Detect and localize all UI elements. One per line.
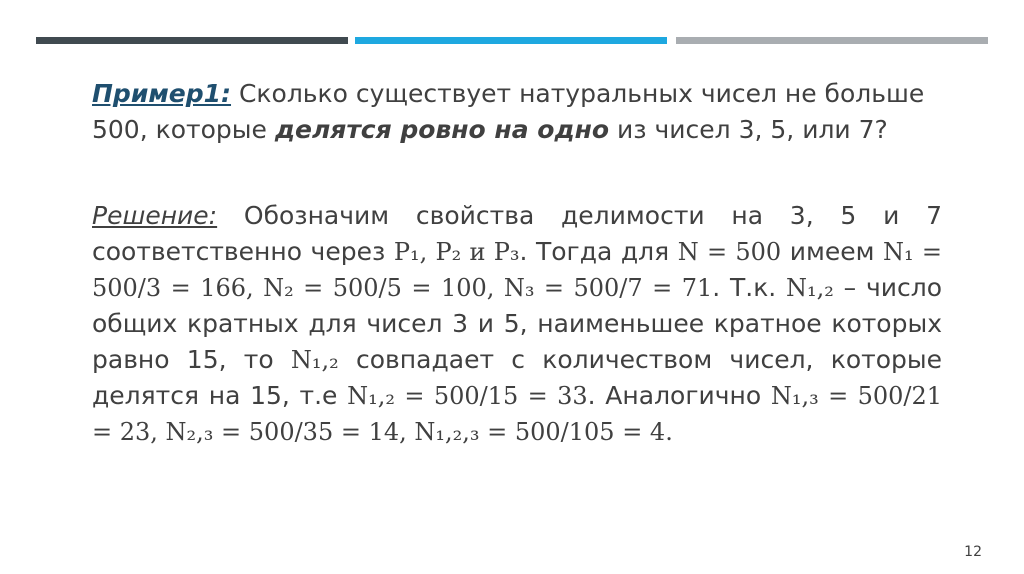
example-text-2: из чисел 3, 5, или 7? [609, 115, 888, 144]
solution-text-5: – число общих кратных для чисел 3 и 5, наименьшее кратное которых равно 15, то [92, 273, 943, 374]
header-bar-blue [355, 37, 667, 44]
header-bar-grey [676, 37, 988, 44]
solution-math-n12: N₁,₂ [786, 274, 834, 302]
solution-paragraph [92, 198, 942, 450]
solution-math-n12-value: N₁,₂ = 500/15 = 33 [347, 382, 588, 410]
solution-text-7: . Аналогично [587, 381, 771, 410]
solution-text-3: имеем [781, 237, 884, 266]
solution-math-values: N₁ = 500/3 = 166, N₂ = 500/5 = 100, N₃ = 500/7 = 71 [92, 238, 942, 302]
solution-text-2: . Тогда для [519, 237, 678, 266]
example-label: Пример1: [92, 79, 232, 108]
slide-number: 12 [964, 544, 982, 560]
solution-math-n12b: N₁,₂ [290, 346, 339, 374]
solution-math-n: N = 500 [677, 238, 782, 266]
solution-text-1: Обозначим свойства делимости на 3, 5 и 7 соответственно через [92, 201, 942, 266]
solution-label: Решение: [92, 201, 218, 230]
example-emphasis: делятся ровно на одно [274, 115, 610, 144]
solution-math-others: N₁,₃ = 500/21 = 23, N₂,₃ = 500/35 = 14, N₁,₂,₃ = 500/105 = 4. [92, 382, 943, 446]
example-paragraph [92, 76, 942, 148]
header-bar-dark [36, 37, 348, 44]
solution-text-4: . Т.к. [712, 273, 787, 302]
example-text-1: Сколько существует натуральных чисел не больше 500, которые [92, 79, 925, 144]
solution-math-props: P₁, P₂ и P₃ [393, 238, 520, 266]
solution-text-6: совпадает с количеством чисел, которые делятся на 15, т.е [92, 345, 942, 410]
